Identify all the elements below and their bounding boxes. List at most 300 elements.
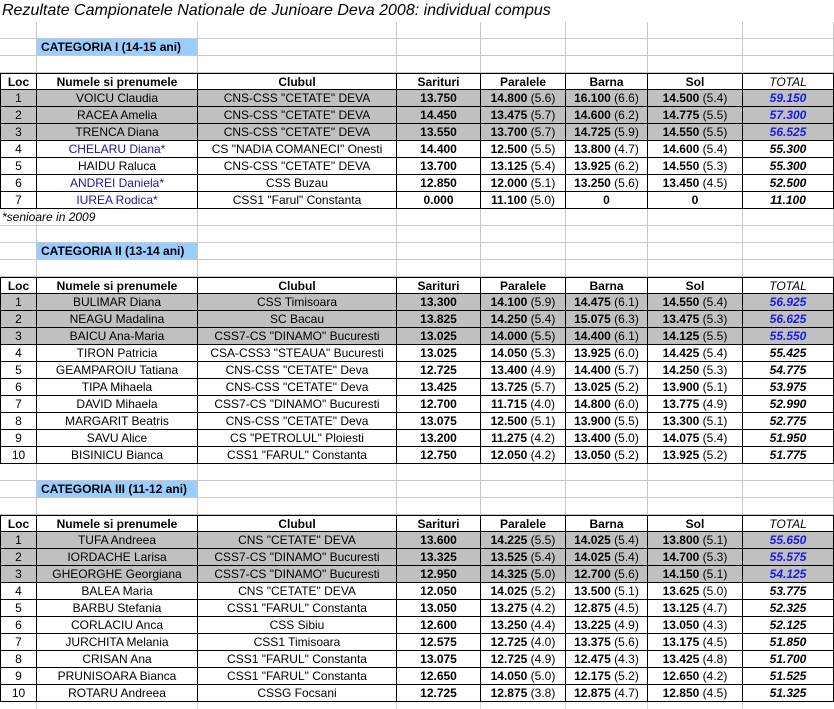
category-label[interactable]: CATEGORIA III (11-12 ani)	[37, 481, 198, 498]
total-score-cell[interactable]: 52.325	[743, 600, 834, 617]
empty-cell[interactable]	[0, 226, 37, 243]
vault-score-cell[interactable]: 0.000	[397, 192, 481, 209]
athlete-name-cell[interactable]: BALEA Maria	[37, 583, 198, 600]
bars-score-cell[interactable]	[481, 685, 566, 702]
empty-cell[interactable]	[648, 22, 743, 39]
vault-score-cell[interactable]: 12.600	[397, 617, 481, 634]
bars-score-cell[interactable]	[481, 413, 566, 430]
empty-cell[interactable]	[648, 209, 743, 226]
table-row[interactable]	[0, 90, 834, 107]
floor-score-cell[interactable]	[648, 328, 743, 345]
empty-cell[interactable]	[397, 22, 481, 39]
floor-score-cell[interactable]	[648, 192, 743, 209]
table-row[interactable]	[0, 158, 834, 175]
rank-cell[interactable]: 2	[0, 549, 37, 566]
column-header[interactable]: Sarituri	[397, 515, 481, 532]
empty-cell[interactable]	[198, 464, 397, 481]
table-row[interactable]	[0, 345, 834, 362]
floor-score-cell[interactable]	[648, 447, 743, 464]
beam-score-cell[interactable]	[566, 362, 648, 379]
empty-cell[interactable]	[397, 498, 481, 515]
floor-score-cell[interactable]	[648, 141, 743, 158]
total-score-cell[interactable]: 52.990	[743, 396, 834, 413]
athlete-name-cell[interactable]: BARBU Stefania	[37, 600, 198, 617]
empty-cell[interactable]	[743, 209, 834, 226]
total-score-cell[interactable]: 51.700	[743, 651, 834, 668]
empty-cell[interactable]	[566, 39, 648, 56]
bars-score-cell[interactable]	[481, 362, 566, 379]
vault-score-cell[interactable]: 13.025	[397, 328, 481, 345]
club-cell[interactable]: CSS7-CS "DINAMO" Bucuresti	[198, 328, 397, 345]
floor-score-cell[interactable]	[648, 532, 743, 549]
vault-score-cell[interactable]: 13.425	[397, 379, 481, 396]
total-score-cell[interactable]: 55.425	[743, 345, 834, 362]
rank-cell[interactable]: 6	[0, 617, 37, 634]
floor-score-cell[interactable]	[648, 617, 743, 634]
rank-cell[interactable]: 7	[0, 396, 37, 413]
table-row[interactable]	[0, 685, 834, 702]
empty-cell[interactable]	[397, 39, 481, 56]
category-label[interactable]: CATEGORIA I (14-15 ani)	[37, 39, 198, 56]
table-row[interactable]	[0, 328, 834, 345]
empty-cell[interactable]	[198, 260, 397, 277]
empty-cell[interactable]	[743, 498, 834, 515]
vault-score-cell[interactable]: 13.050	[397, 600, 481, 617]
total-score-cell[interactable]: 57.300	[743, 107, 834, 124]
rank-cell[interactable]: 1	[0, 90, 37, 107]
floor-score-cell[interactable]	[648, 413, 743, 430]
rank-cell[interactable]: 9	[0, 668, 37, 685]
column-header[interactable]: Loc	[0, 515, 37, 532]
total-score-cell[interactable]: 51.950	[743, 430, 834, 447]
floor-score-cell[interactable]	[648, 549, 743, 566]
total-score-cell[interactable]: 51.775	[743, 447, 834, 464]
bars-score-cell[interactable]	[481, 634, 566, 651]
empty-cell[interactable]	[481, 498, 566, 515]
club-cell[interactable]: CS "NADIA COMANECI" Onesti	[198, 141, 397, 158]
total-score-cell[interactable]: 53.975	[743, 379, 834, 396]
empty-cell[interactable]	[566, 226, 648, 243]
club-cell[interactable]: CNS-CSS "CETATE" DEVA	[198, 124, 397, 141]
empty-cell[interactable]	[566, 464, 648, 481]
club-cell[interactable]: CNS-CSS "CETATE" Deva	[198, 379, 397, 396]
vault-score-cell[interactable]: 13.300	[397, 294, 481, 311]
vault-score-cell[interactable]: 13.600	[397, 532, 481, 549]
column-header[interactable]: Numele si prenumele	[37, 73, 198, 90]
column-header[interactable]: Sarituri	[397, 277, 481, 294]
vault-score-cell[interactable]: 12.650	[397, 668, 481, 685]
vault-score-cell[interactable]: 12.575	[397, 634, 481, 651]
vault-score-cell[interactable]: 13.025	[397, 345, 481, 362]
beam-score-cell[interactable]	[566, 124, 648, 141]
total-score-cell[interactable]: 54.775	[743, 362, 834, 379]
beam-score-cell[interactable]	[566, 617, 648, 634]
rank-cell[interactable]: 10	[0, 685, 37, 702]
total-score-cell[interactable]: 54.125	[743, 566, 834, 583]
beam-score-cell[interactable]	[566, 158, 648, 175]
empty-cell[interactable]	[198, 498, 397, 515]
floor-score-cell[interactable]	[648, 175, 743, 192]
column-header[interactable]: TOTAL	[743, 515, 834, 532]
athlete-name-cell[interactable]: TIPA Mihaela	[37, 379, 198, 396]
total-score-cell[interactable]: 56.925	[743, 294, 834, 311]
empty-cell[interactable]	[397, 56, 481, 73]
empty-cell[interactable]	[566, 243, 648, 260]
club-cell[interactable]: CNS-CSS "CETATE" DEVA	[198, 90, 397, 107]
empty-cell[interactable]	[481, 22, 566, 39]
athlete-name-cell[interactable]: TUFA Andreea	[37, 532, 198, 549]
total-score-cell[interactable]: 55.650	[743, 532, 834, 549]
column-header[interactable]: Paralele	[481, 277, 566, 294]
floor-score-cell[interactable]	[648, 583, 743, 600]
bars-score-cell[interactable]	[481, 566, 566, 583]
bars-score-cell[interactable]	[481, 430, 566, 447]
beam-score-cell[interactable]	[566, 668, 648, 685]
beam-score-cell[interactable]	[566, 634, 648, 651]
column-header[interactable]: Barna	[566, 515, 648, 532]
floor-score-cell[interactable]	[648, 294, 743, 311]
table-row[interactable]	[0, 583, 834, 600]
bars-score-cell[interactable]	[481, 107, 566, 124]
floor-score-cell[interactable]	[648, 158, 743, 175]
club-cell[interactable]: CSS7-CS "DINAMO" Bucuresti	[198, 549, 397, 566]
rank-cell[interactable]: 4	[0, 141, 37, 158]
empty-cell[interactable]	[37, 260, 198, 277]
empty-cell[interactable]	[37, 22, 198, 39]
total-score-cell[interactable]: 53.775	[743, 583, 834, 600]
athlete-name-cell[interactable]: IUREA Rodica*	[37, 192, 198, 209]
beam-score-cell[interactable]	[566, 345, 648, 362]
floor-score-cell[interactable]	[648, 430, 743, 447]
rank-cell[interactable]: 5	[0, 600, 37, 617]
table-row[interactable]	[0, 107, 834, 124]
empty-cell[interactable]	[198, 56, 397, 73]
empty-cell[interactable]	[648, 56, 743, 73]
empty-cell[interactable]	[0, 56, 37, 73]
table-row[interactable]	[0, 413, 834, 430]
empty-cell[interactable]	[566, 481, 648, 498]
empty-cell[interactable]	[481, 260, 566, 277]
bars-score-cell[interactable]	[481, 192, 566, 209]
floor-score-cell[interactable]	[648, 311, 743, 328]
total-score-cell[interactable]: 55.300	[743, 158, 834, 175]
empty-cell[interactable]	[566, 22, 648, 39]
empty-cell[interactable]	[481, 56, 566, 73]
bars-score-cell[interactable]	[481, 447, 566, 464]
vault-score-cell[interactable]: 12.750	[397, 447, 481, 464]
table-row[interactable]	[0, 566, 834, 583]
vault-score-cell[interactable]: 12.050	[397, 583, 481, 600]
bars-score-cell[interactable]	[481, 379, 566, 396]
empty-cell[interactable]	[0, 481, 37, 498]
bars-score-cell[interactable]	[481, 175, 566, 192]
club-cell[interactable]: CSS1 "FARUL" Constanta	[198, 447, 397, 464]
beam-score-cell[interactable]	[566, 175, 648, 192]
empty-cell[interactable]	[198, 209, 397, 226]
rank-cell[interactable]: 6	[0, 379, 37, 396]
floor-score-cell[interactable]	[648, 600, 743, 617]
column-header[interactable]: Barna	[566, 73, 648, 90]
rank-cell[interactable]: 10	[0, 447, 37, 464]
rank-cell[interactable]: 8	[0, 651, 37, 668]
empty-cell[interactable]	[648, 498, 743, 515]
vault-score-cell[interactable]: 13.200	[397, 430, 481, 447]
floor-score-cell[interactable]	[648, 124, 743, 141]
empty-cell[interactable]	[481, 39, 566, 56]
floor-score-cell[interactable]	[648, 651, 743, 668]
beam-score-cell[interactable]	[566, 566, 648, 583]
beam-score-cell[interactable]	[566, 600, 648, 617]
empty-cell[interactable]	[743, 464, 834, 481]
athlete-name-cell[interactable]: VOICU Claudia	[37, 90, 198, 107]
footnote[interactable]: *senioare in 2009	[2, 210, 96, 224]
rank-cell[interactable]: 1	[0, 532, 37, 549]
table-row[interactable]	[0, 430, 834, 447]
empty-cell[interactable]	[397, 481, 481, 498]
empty-cell[interactable]	[198, 481, 397, 498]
table-row[interactable]	[0, 294, 834, 311]
vault-score-cell[interactable]: 12.950	[397, 566, 481, 583]
empty-cell[interactable]	[648, 226, 743, 243]
empty-cell[interactable]	[566, 209, 648, 226]
bars-score-cell[interactable]	[481, 549, 566, 566]
column-header[interactable]: Paralele	[481, 73, 566, 90]
empty-cell[interactable]	[481, 209, 566, 226]
empty-cell[interactable]	[566, 260, 648, 277]
bars-score-cell[interactable]	[481, 294, 566, 311]
floor-score-cell[interactable]	[648, 362, 743, 379]
athlete-name-cell[interactable]: HAIDU Raluca	[37, 158, 198, 175]
column-header[interactable]: Barna	[566, 277, 648, 294]
club-cell[interactable]: CNS "CETATE" DEVA	[198, 583, 397, 600]
club-cell[interactable]: CNS-CSS "CETATE" Deva	[198, 362, 397, 379]
empty-cell[interactable]	[198, 22, 397, 39]
empty-cell[interactable]	[648, 464, 743, 481]
column-header[interactable]: Sol	[648, 73, 743, 90]
empty-cell[interactable]	[481, 243, 566, 260]
table-row[interactable]	[0, 447, 834, 464]
athlete-name-cell[interactable]: CORLACIU Anca	[37, 617, 198, 634]
club-cell[interactable]: CSS Sibiu	[198, 617, 397, 634]
column-header[interactable]: Sol	[648, 277, 743, 294]
column-header[interactable]: Sarituri	[397, 73, 481, 90]
table-row[interactable]	[0, 124, 834, 141]
bars-score-cell[interactable]	[481, 141, 566, 158]
club-cell[interactable]: CNS-CSS "CETATE" DEVA	[198, 107, 397, 124]
table-row[interactable]	[0, 651, 834, 668]
empty-cell[interactable]	[481, 226, 566, 243]
table-row[interactable]	[0, 396, 834, 413]
total-score-cell[interactable]: 55.550	[743, 328, 834, 345]
column-header[interactable]: TOTAL	[743, 73, 834, 90]
total-score-cell[interactable]: 56.625	[743, 311, 834, 328]
vault-score-cell[interactable]: 14.450	[397, 107, 481, 124]
bars-score-cell[interactable]	[481, 158, 566, 175]
floor-score-cell[interactable]	[648, 634, 743, 651]
athlete-name-cell[interactable]: BULIMAR Diana	[37, 294, 198, 311]
rank-cell[interactable]: 3	[0, 566, 37, 583]
bars-score-cell[interactable]	[481, 396, 566, 413]
beam-score-cell[interactable]	[566, 651, 648, 668]
beam-score-cell[interactable]	[566, 685, 648, 702]
club-cell[interactable]: CNS "CETATE" DEVA	[198, 532, 397, 549]
athlete-name-cell[interactable]: JURCHITA Melania	[37, 634, 198, 651]
athlete-name-cell[interactable]: DAVID Mihaela	[37, 396, 198, 413]
empty-cell[interactable]	[198, 39, 397, 56]
club-cell[interactable]: CSS Timisoara	[198, 294, 397, 311]
rank-cell[interactable]: 1	[0, 294, 37, 311]
bars-score-cell[interactable]	[481, 311, 566, 328]
bars-score-cell[interactable]	[481, 124, 566, 141]
club-cell[interactable]: CSA-CSS3 "STEAUA" Bucuresti	[198, 345, 397, 362]
athlete-name-cell[interactable]: CHELARU Diana*	[37, 141, 198, 158]
empty-cell[interactable]	[37, 226, 198, 243]
empty-cell[interactable]	[198, 243, 397, 260]
rank-cell[interactable]: 9	[0, 430, 37, 447]
club-cell[interactable]: CSS1 Timisoara	[198, 634, 397, 651]
athlete-name-cell[interactable]: RACEA Amelia	[37, 107, 198, 124]
table-row[interactable]	[0, 362, 834, 379]
empty-cell[interactable]	[0, 39, 37, 56]
beam-score-cell[interactable]	[566, 447, 648, 464]
column-header[interactable]: Clubul	[198, 73, 397, 90]
rank-cell[interactable]: 3	[0, 124, 37, 141]
beam-score-cell[interactable]	[566, 311, 648, 328]
table-row[interactable]	[0, 617, 834, 634]
empty-cell[interactable]	[648, 260, 743, 277]
table-row[interactable]	[0, 141, 834, 158]
bars-score-cell[interactable]	[481, 617, 566, 634]
vault-score-cell[interactable]: 12.725	[397, 362, 481, 379]
empty-cell[interactable]	[397, 260, 481, 277]
total-score-cell[interactable]: 51.525	[743, 668, 834, 685]
club-cell[interactable]: CSS1 "FARUL" Constanta	[198, 668, 397, 685]
bars-score-cell[interactable]	[481, 668, 566, 685]
beam-score-cell[interactable]	[566, 413, 648, 430]
empty-cell[interactable]	[648, 39, 743, 56]
total-score-cell[interactable]: 55.575	[743, 549, 834, 566]
bars-score-cell[interactable]	[481, 600, 566, 617]
empty-cell[interactable]	[0, 22, 37, 39]
table-row[interactable]	[0, 549, 834, 566]
vault-score-cell[interactable]: 13.550	[397, 124, 481, 141]
total-score-cell[interactable]: 59.150	[743, 90, 834, 107]
floor-score-cell[interactable]	[648, 566, 743, 583]
beam-score-cell[interactable]	[566, 192, 648, 209]
club-cell[interactable]: CSSG Focsani	[198, 685, 397, 702]
column-header[interactable]: Numele si prenumele	[37, 277, 198, 294]
athlete-name-cell[interactable]: TRENCA Diana	[37, 124, 198, 141]
empty-cell[interactable]	[743, 56, 834, 73]
total-score-cell[interactable]: 52.125	[743, 617, 834, 634]
rank-cell[interactable]: 7	[0, 192, 37, 209]
rank-cell[interactable]: 2	[0, 311, 37, 328]
rank-cell[interactable]: 4	[0, 583, 37, 600]
column-header[interactable]: Clubul	[198, 277, 397, 294]
beam-score-cell[interactable]	[566, 141, 648, 158]
vault-score-cell[interactable]: 13.075	[397, 651, 481, 668]
empty-cell[interactable]	[481, 464, 566, 481]
table-row[interactable]	[0, 379, 834, 396]
empty-cell[interactable]	[37, 209, 198, 226]
club-cell[interactable]: CS "PETROLUL" Ploiesti	[198, 430, 397, 447]
athlete-name-cell[interactable]: ROTARU Andreea	[37, 685, 198, 702]
rank-cell[interactable]: 6	[0, 175, 37, 192]
empty-cell[interactable]	[0, 464, 37, 481]
club-cell[interactable]: CNS-CSS "CETATE" Deva	[198, 413, 397, 430]
floor-score-cell[interactable]	[648, 379, 743, 396]
athlete-name-cell[interactable]: BISINICU Bianca	[37, 447, 198, 464]
column-header[interactable]: Loc	[0, 277, 37, 294]
empty-cell[interactable]	[0, 243, 37, 260]
empty-cell[interactable]	[0, 260, 37, 277]
beam-score-cell[interactable]	[566, 532, 648, 549]
athlete-name-cell[interactable]: PRUNISOARA Bianca	[37, 668, 198, 685]
empty-cell[interactable]	[397, 243, 481, 260]
bars-score-cell[interactable]	[481, 583, 566, 600]
rank-cell[interactable]: 8	[0, 413, 37, 430]
total-score-cell[interactable]: 52.500	[743, 175, 834, 192]
rank-cell[interactable]: 3	[0, 328, 37, 345]
empty-cell[interactable]	[37, 56, 198, 73]
empty-cell[interactable]	[397, 226, 481, 243]
vault-score-cell[interactable]: 12.700	[397, 396, 481, 413]
column-header[interactable]: Clubul	[198, 515, 397, 532]
empty-cell[interactable]	[397, 464, 481, 481]
club-cell[interactable]: CSS Buzau	[198, 175, 397, 192]
beam-score-cell[interactable]	[566, 294, 648, 311]
vault-score-cell[interactable]: 13.075	[397, 413, 481, 430]
empty-cell[interactable]	[397, 209, 481, 226]
table-row[interactable]	[0, 192, 834, 209]
empty-cell[interactable]	[198, 226, 397, 243]
table-row[interactable]	[0, 668, 834, 685]
club-cell[interactable]: CSS1 "FARUL" Constanta	[198, 600, 397, 617]
floor-score-cell[interactable]	[648, 107, 743, 124]
vault-score-cell[interactable]: 12.725	[397, 685, 481, 702]
column-header[interactable]: Sol	[648, 515, 743, 532]
club-cell[interactable]: SC Bacau	[198, 311, 397, 328]
athlete-name-cell[interactable]: GHEORGHE Georgiana	[37, 566, 198, 583]
rank-cell[interactable]: 5	[0, 362, 37, 379]
floor-score-cell[interactable]	[648, 345, 743, 362]
beam-score-cell[interactable]	[566, 90, 648, 107]
athlete-name-cell[interactable]: TIRON Patricia	[37, 345, 198, 362]
beam-score-cell[interactable]	[566, 107, 648, 124]
vault-score-cell[interactable]: 13.750	[397, 90, 481, 107]
total-score-cell[interactable]: 51.850	[743, 634, 834, 651]
empty-cell[interactable]	[37, 464, 198, 481]
bars-score-cell[interactable]	[481, 345, 566, 362]
column-header[interactable]: Loc	[0, 73, 37, 90]
total-score-cell[interactable]: 56.525	[743, 124, 834, 141]
empty-cell[interactable]	[743, 226, 834, 243]
empty-cell[interactable]	[743, 39, 834, 56]
bars-score-cell[interactable]	[481, 532, 566, 549]
table-row[interactable]	[0, 600, 834, 617]
bars-score-cell[interactable]	[481, 328, 566, 345]
athlete-name-cell[interactable]: GEAMPAROIU Tatiana	[37, 362, 198, 379]
column-header[interactable]: TOTAL	[743, 277, 834, 294]
rank-cell[interactable]: 4	[0, 345, 37, 362]
empty-cell[interactable]	[481, 481, 566, 498]
column-header[interactable]: Numele si prenumele	[37, 515, 198, 532]
athlete-name-cell[interactable]: NEAGU Madalina	[37, 311, 198, 328]
empty-cell[interactable]	[0, 498, 37, 515]
bars-score-cell[interactable]	[481, 651, 566, 668]
athlete-name-cell[interactable]: IORDACHE Larisa	[37, 549, 198, 566]
rank-cell[interactable]: 7	[0, 634, 37, 651]
